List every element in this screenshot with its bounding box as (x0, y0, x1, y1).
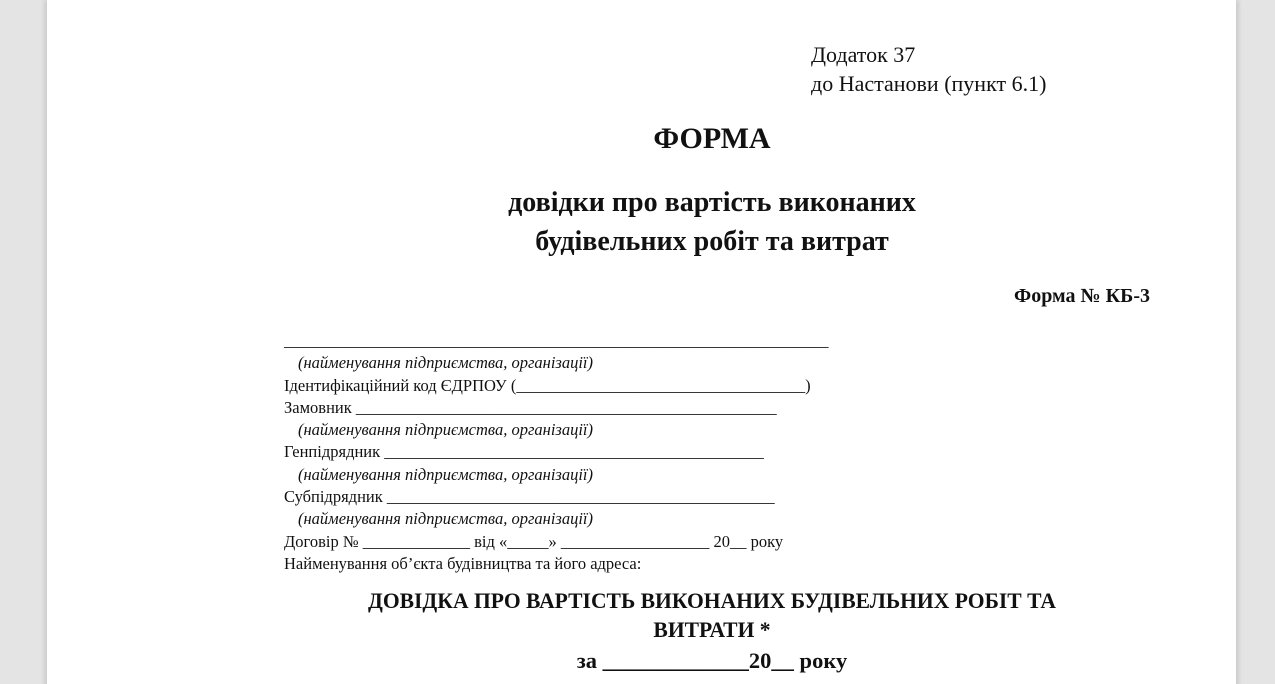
appendix-line-1: Додаток 37 (811, 42, 916, 67)
customer-hint: (найменування підприємства, організації) (298, 420, 594, 440)
form-subtitle-line-2: будівельних робіт та витрат (535, 226, 889, 257)
edrpou-field: Ідентифікаційний код ЄДРПОУ (___________________________________) (284, 375, 811, 395)
form-subtitle (47, 183, 1275, 261)
appendix-line-2: до Настанови (пункт 6.1) (811, 71, 1047, 96)
report-title-line-1: ДОВІДКА ПРО ВАРТІСТЬ ВИКОНАНИХ БУДІВЕЛЬНИХ РОБІТ ТА (367, 588, 1057, 613)
subcontractor-field: Субпідрядник _______________________________________________ (284, 487, 775, 507)
organization-hint: (найменування підприємства, організації) (298, 353, 594, 373)
document-page (47, 0, 1236, 684)
general-contractor-field: Генпідрядник ______________________________________________ (284, 442, 764, 462)
form-heading: ФОРМА (653, 122, 771, 155)
report-title (74, 586, 1275, 644)
report-title-line-2: ВИТРАТИ * (653, 617, 771, 642)
form-number: Форма № КБ-3 (1014, 285, 1150, 307)
organization-blank: __________________________________________________________________ (284, 331, 829, 350)
form-fields (284, 330, 829, 575)
appendix-note (811, 40, 1046, 98)
general-contractor-hint: (найменування підприємства, організації) (298, 464, 594, 484)
object-name-label: Найменування об’єкта будівництва та його адреса: (284, 553, 642, 573)
report-period: за _____________20__ року (576, 648, 848, 673)
subcontractor-hint: (найменування підприємства, організації) (298, 509, 594, 529)
form-subtitle-line-1: довідки про вартість виконаних (508, 187, 916, 218)
customer-field: Замовник ___________________________________________________ (284, 397, 777, 417)
contract-field: Договір № _____________ від «_____» __________________ 20__ року (284, 531, 784, 551)
